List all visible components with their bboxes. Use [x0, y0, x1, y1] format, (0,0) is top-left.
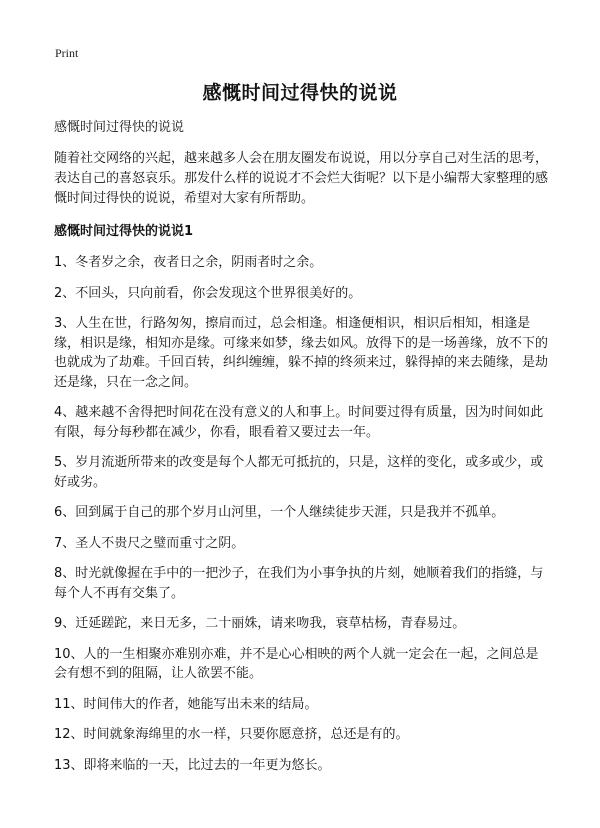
list-item: 9、迁延蹉跎，来日无多，二十丽姝，请来吻我，衰草枯杨，青春易过。 — [54, 616, 466, 631]
list-item: 2、不回头，只向前看，你会发现这个世界很美好的。 — [54, 285, 362, 301]
list-item: 4、越来越不舍得把时间花在没有意义的人和事上。时间要过得有质量，因为时间如此有限，每分每秒都在减少，你看，眼看着又要过去一年。 — [54, 405, 544, 440]
article-subtitle: 感慨时间过得快的说说 — [54, 120, 185, 135]
list-item: 13、即将来临的一天，比过去的一年更为悠长。 — [54, 757, 331, 773]
list-item: 11、时间伟大的作者，她能写出未来的结局。 — [54, 696, 318, 712]
article-body — [54, 118, 548, 786]
list-item: 5、岁月流逝所带来的改变是每个人都无可抵抗的，只是，这样的变化，或多或少，或好或劣。 — [54, 455, 544, 490]
section-heading: 感慨时间过得快的说说1 — [54, 224, 194, 239]
print-label: Print — [55, 46, 79, 60]
list-item: 1、冬者岁之余，夜者日之余，阴雨者时之余。 — [54, 255, 323, 270]
list-item: 3、人生在世，行路匆匆，擦肩而过，总会相逢。相逢便相识，相识后相知，相逢是缘，相识是缘，相知亦是缘。可缘来如梦，缘去如风。放得下的是一场善缘，放不下的也就成为了劫难。千回百转，纠纠缠缠，躲不掉的终须来过，躲得掉的来去随缘，是劫还是缘，只在一念之间。 — [54, 316, 549, 390]
list-item: 12、时间就象海绵里的水一样，只要你愿意挤，总还是有的。 — [54, 727, 409, 742]
page-title: 感慨时间过得快的说说 — [202, 82, 398, 104]
list-item: 10、人的一生相聚亦难别亦难，并不是心心相映的两个人就一定会在一起，之间总是会有想不到的阻隔，让人欲罢不能。 — [54, 646, 539, 681]
list-item: 6、回到属于自己的那个岁月山河里，一个人继续徒步天涯，只是我并不孤单。 — [54, 505, 505, 520]
list-item: 8、时光就像握在手中的一把沙子，在我们为小事争执的片刻，她顺着我们的指缝，与每个人不再有交集了。 — [54, 566, 544, 601]
intro-paragraph: 随着社交网络的兴起，越来越多人会在朋友圈发布说说，用以分享自己对生活的思考，表达自己的喜怒哀乐。那发什么样的说说才不会烂大街呢？以下是小编帮大家整理的感慨时间过得快的说说，希望对大家有所帮助。 — [54, 151, 549, 206]
list-item: 7、圣人不贵尺之璧而重寸之阴。 — [54, 535, 245, 551]
